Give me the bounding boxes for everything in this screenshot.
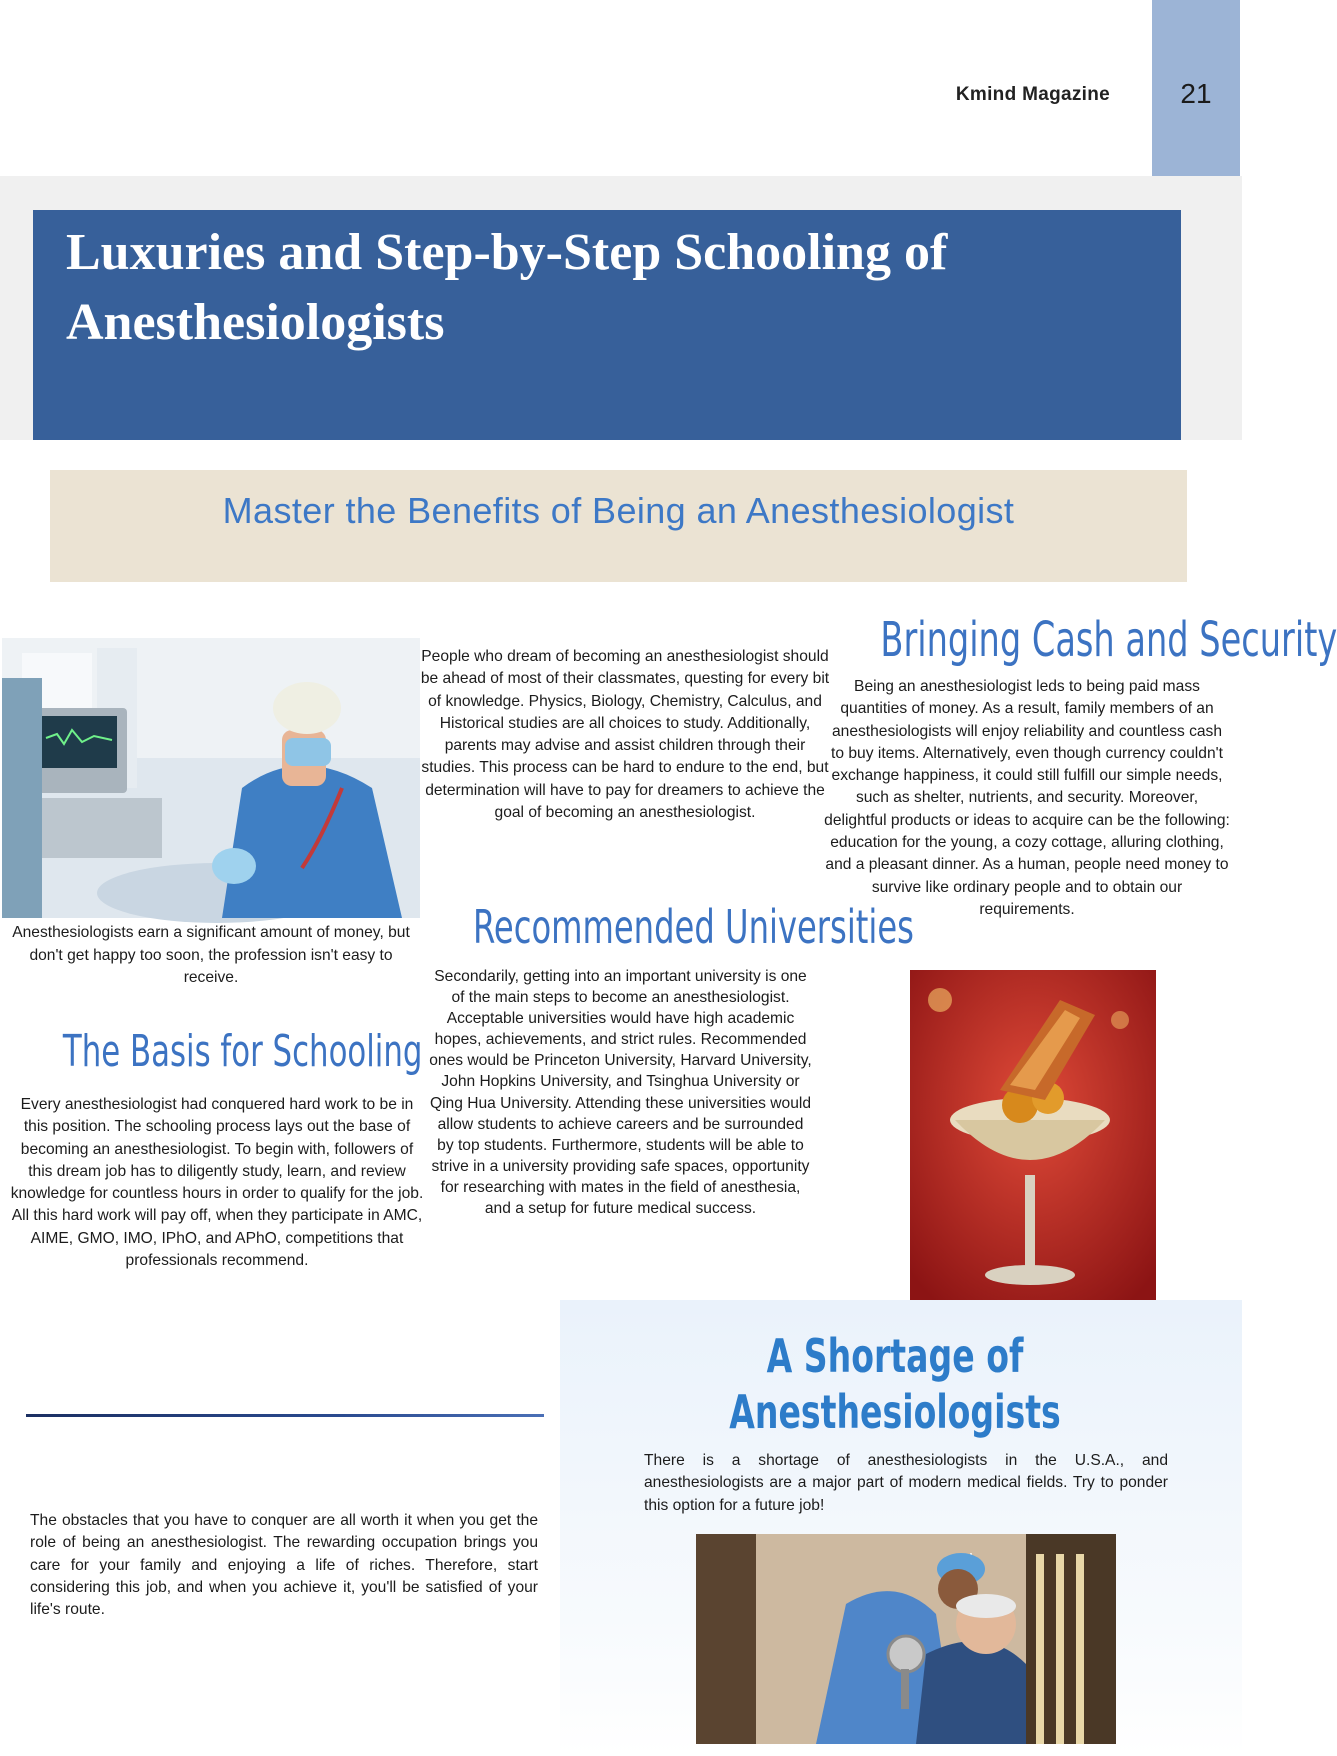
page-number: 21 (1180, 78, 1212, 109)
intro-body: People who dream of becoming an anesthesiologist should be ahead of most of their classmates, questing for every bit of knowledge. Physics, Biology, Chemistry, Calculus, and Historical studies are all choices to study. Additionally, parents may advise and assist children through their studies. This process can be hard to endure to the end, but determination will have to pay for dreamers to achieve the goal of becoming an anesthesiologist. (420, 648, 830, 822)
section-divider (26, 1414, 544, 1417)
basis-heading: The Basis for Schooling (62, 1026, 423, 1077)
basis-body: Every anesthesiologist had conquered hard work to be in this position. The schooling process lays out the base of becoming an anesthesiologist. To begin with, followers of this dream job has to diligently study, learn, and review knowledge for countless hours in order to qualify for the job. All this hard work will pay off, when they participate in AMC, AIME, GMO, IMO, IPhO, and APhO, competitions that professionals recommend. (10, 1096, 424, 1270)
magazine-name: Kmind Magazine (955, 84, 1110, 105)
universities-heading: Recommended Universities (473, 900, 914, 954)
shortage-heading-line2: Anesthesiologists (729, 1385, 1061, 1439)
cash-heading: Bringing Cash and Security (880, 612, 1337, 668)
anesthesiologist-in-operating-room-photo (2, 638, 420, 918)
subtitle-text: Master the Benefits of Being an Anesthesiologist (222, 490, 1015, 531)
shortage-body: There is a shortage of anesthesiologists in the U.S.A., and anesthesiologists are a major part of modern medical fields. Try to ponder this option for a future job! (644, 1452, 1168, 1514)
nurse-with-elderly-patient-photo (696, 1534, 1116, 1744)
conclusion-body: The obstacles that you have to conquer are all worth it when you get the role of being an anesthesiologist. The rewarding occupation brings you care for your family and enjoying a life of riches. Therefore, start considering this job, and when you achieve it, you'll be satisfied of your life's route. (30, 1512, 538, 1619)
gourmet-dessert-photo (910, 970, 1156, 1310)
article-title: Luxuries and Step-by-Step Schooling of Anesthesiologists (66, 224, 948, 351)
shortage-heading-line1: A Shortage of (766, 1329, 1024, 1383)
shortage-heading (675, 1328, 1114, 1440)
cash-body: Being an anesthesiologist leds to being paid mass quantities of money. As a result, family members of an anesthesiologists will enjoy reliability and countless cash to buy items. Alternatively, even though currency couldn't exchange happiness, it could still fulfill our simple needs, such as shelter, nutrients, and security. Moreover, delightful products or ideas to acquire can be the following: education for the young, a cozy cottage, alluring clothing, and a pleasant dinner. As a human, people need money to survive like ordinary people and to obtain our requirements. (824, 678, 1230, 918)
photo-caption: Anesthesiologists earn a significant amount of money, but don't get happy too soon, the profession isn't easy to receive. (12, 924, 410, 986)
universities-body: Secondarily, getting into an important university is one of the main steps to become an anesthesiologist. Acceptable universities would have high academic hopes, achievements, and strict rules. Recommended ones would be Princeton University, Harvard University, John Hopkins University, and Tsinghua University or Qing Hua University. Attending these universities would allow students to achieve careers and be surrounded by top students. Furthermore, students will be able to strive in a university providing safe spaces, opportunity for researching with mates in the field of anesthesia, and a setup for future medical success. (429, 968, 812, 1218)
